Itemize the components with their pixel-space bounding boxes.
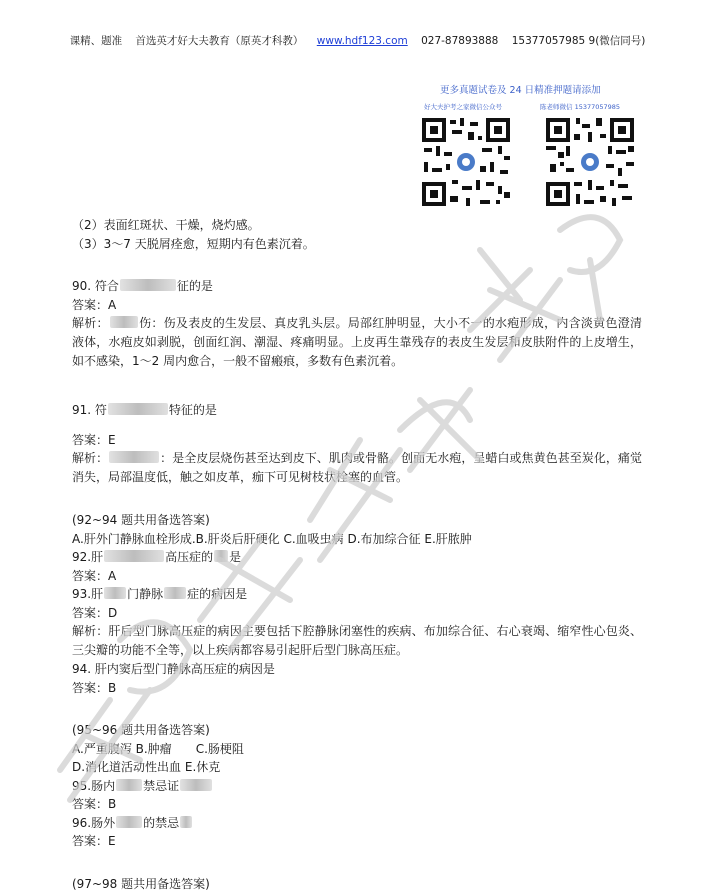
question-94: 94. 肝内窦后型门静脉高压症的病因是 <box>72 660 642 679</box>
question-92: 92.肝 高压症的 是 <box>72 548 642 567</box>
qr-code-right[interactable] <box>544 116 636 208</box>
header-phone: 027-87893888 <box>421 35 498 47</box>
answer-94: 答案：B <box>72 679 642 698</box>
redacted-text <box>180 779 212 791</box>
redacted-text <box>109 451 159 463</box>
header-course: 课精、题准 <box>70 35 123 47</box>
qr-right-icon <box>544 116 636 208</box>
options-95-96-b: D.消化道活动性出血 E.休克 <box>72 758 642 777</box>
qr-left-icon <box>420 116 512 208</box>
document-content <box>72 216 642 893</box>
text-line: （2）表面红斑状、干燥，烧灼感。 <box>72 216 642 235</box>
options-92-94: A.肝外门静脉血栓形成.B.肝炎后肝硬化 C.血吸虫病 D.布加综合征 E.肝脓肿 <box>72 530 642 549</box>
explanation-90: 解析： 伤：伤及表皮的生发层、真皮乳头层。局部红肿明显，大小不一的水疱形成，内含淡黄色澄清液体，水疱皮如剥脱，创面红润、潮湿、疼痛明显。上皮再生靠残存的表皮生发层和皮肤附件的上皮增生，如不感染，1～2 周内愈合，一般不留瘢痕，多数有色素沉着。 <box>72 314 642 371</box>
answer-93: 答案：D <box>72 604 642 623</box>
page-header <box>0 33 715 48</box>
explanation-93: 解析：肝后型门脉高压症的病因主要包括下腔静脉闭塞性的疾病、布加综合征、右心衰竭、缩窄性心包炎、三尖瓣的功能不全等，以上疾病都容易引起肝后型门脉高压症。 <box>72 622 642 660</box>
group-97-98-heading: (97~98 题共用备选答案) <box>72 875 642 893</box>
text-line: （3）3～7 天脱屑痊愈，短期内有色素沉着。 <box>72 235 642 254</box>
group-95-96-heading: (95~96 题共用备选答案) <box>72 721 642 740</box>
qr-code-left[interactable] <box>420 116 512 208</box>
redacted-text <box>180 816 192 828</box>
answer-92: 答案：A <box>72 567 642 586</box>
question-91: 91. 符 特征的是 <box>72 401 642 420</box>
question-93: 93.肝 门静脉 症的病因是 <box>72 585 642 604</box>
question-96: 96.肠外 的禁忌 <box>72 814 642 833</box>
promo-title: 更多真题试卷及 24 日精准押题请添加 <box>440 82 690 96</box>
question-90: 90. 符合 征的是 <box>72 277 642 296</box>
options-95-96-a: A.严重腹泻 B.肿瘤 C.肠梗阻 <box>72 740 642 759</box>
header-mobile: 15377057985 9(微信同号) <box>512 35 646 47</box>
answer-95: 答案：B <box>72 795 642 814</box>
header-website-link[interactable]: www.hdf123.com <box>317 35 408 47</box>
redacted-text <box>116 816 142 828</box>
redacted-text <box>214 550 228 562</box>
group-92-94-heading: (92~94 题共用备选答案) <box>72 511 642 530</box>
answer-91: 答案：E <box>72 431 642 450</box>
explanation-91: 解析： ：是全皮层烧伤甚至达到皮下、肌肉或骨骼。创面无水疱，呈蜡白或焦黄色甚至炭化，痛觉消失，局部温度低，触之如皮革，痂下可见树枝状栓塞的血管。 <box>72 449 642 487</box>
question-95: 95.肠内 禁忌证 <box>72 777 642 796</box>
redacted-text <box>116 779 142 791</box>
redacted-text <box>110 316 138 328</box>
redacted-text <box>104 587 126 599</box>
redacted-text <box>164 587 186 599</box>
promo-left-caption: 好大夫护考之家微信公众号 <box>424 102 502 111</box>
answer-90: 答案：A <box>72 296 642 315</box>
header-institution: 首选英才好大夫教育（原英才科教） <box>135 35 303 47</box>
redacted-text <box>108 403 168 415</box>
redacted-text <box>104 550 164 562</box>
promo-right-caption: 陈老师微信 15377057985 <box>540 102 620 111</box>
redacted-text <box>120 279 176 291</box>
answer-96: 答案：E <box>72 832 642 851</box>
